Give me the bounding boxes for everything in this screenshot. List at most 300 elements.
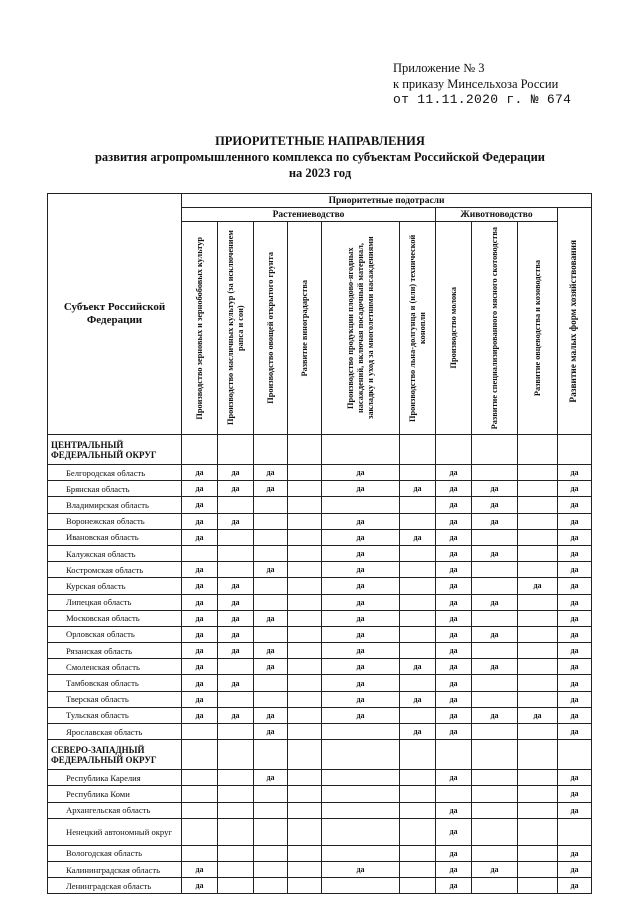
table-row <box>48 818 592 845</box>
priority-cell <box>518 562 558 578</box>
col-header-8 <box>472 222 518 435</box>
priority-cell <box>182 802 218 818</box>
priority-cell: да <box>254 610 288 626</box>
priority-cell <box>218 845 254 861</box>
subject-header: Субъект Российской Федерации <box>63 301 166 326</box>
col-header-10 <box>558 208 592 435</box>
priority-cell <box>472 675 518 691</box>
priority-cell <box>518 465 558 481</box>
col-header-7-text: Производство молока <box>448 287 458 369</box>
table-row <box>48 529 592 545</box>
priority-cell <box>182 545 218 561</box>
table-row <box>48 481 592 497</box>
priority-cell: да <box>558 724 592 740</box>
priority-cell: да <box>218 675 254 691</box>
priority-cell: да <box>472 659 518 675</box>
priority-cell: да <box>558 610 592 626</box>
priority-cell: да <box>322 707 400 723</box>
priority-cell <box>254 845 288 861</box>
priority-cell: да <box>182 707 218 723</box>
priority-cell <box>218 724 254 740</box>
priority-cell <box>518 878 558 894</box>
col-header-4-text: Развитие виноградарства <box>299 279 309 377</box>
priority-cell <box>288 643 322 659</box>
region-name: Ненецкий автономный округ <box>48 818 182 845</box>
priority-cell <box>288 529 322 545</box>
priority-cell: да <box>558 675 592 691</box>
priority-cell <box>518 724 558 740</box>
priority-cell <box>400 626 436 642</box>
priority-cell <box>472 724 518 740</box>
priority-cell: да <box>322 481 400 497</box>
priority-cell <box>518 643 558 659</box>
col-header-7 <box>436 222 472 435</box>
priority-cell: да <box>558 878 592 894</box>
priority-cell: да <box>436 562 472 578</box>
priority-cell: да <box>322 529 400 545</box>
priority-cell <box>288 594 322 610</box>
col-header-8-text: Развитие специализированного мясного скотоводства <box>489 226 499 430</box>
table-row <box>48 861 592 877</box>
priority-cell <box>218 786 254 802</box>
group-crop-header: Растениеводство <box>182 208 436 222</box>
appendix-line-2: к приказу Минсельхоза России <box>393 77 559 91</box>
region-name: Костромская область <box>48 562 182 578</box>
priority-cell: да <box>558 707 592 723</box>
region-name: Воронежская область <box>48 513 182 529</box>
priority-cell <box>518 529 558 545</box>
table-row <box>48 643 592 659</box>
priority-cell <box>400 770 436 786</box>
priority-cell <box>254 740 288 770</box>
priority-cell <box>322 818 400 845</box>
priority-cell: да <box>254 659 288 675</box>
priority-cell: да <box>322 594 400 610</box>
priority-cell: да <box>558 626 592 642</box>
district-row <box>48 435 592 465</box>
priority-cell: да <box>182 529 218 545</box>
priority-cell <box>400 610 436 626</box>
col-header-9-text: Развитие овцеводства и козоводства <box>532 259 542 397</box>
priority-cell: да <box>558 578 592 594</box>
priority-cell: да <box>472 481 518 497</box>
priority-cell <box>400 845 436 861</box>
priority-cell <box>288 861 322 877</box>
priority-cell <box>518 610 558 626</box>
region-name: Калининградская область <box>48 861 182 877</box>
region-name: Тульская область <box>48 707 182 723</box>
priority-cell <box>288 818 322 845</box>
priority-cell: да <box>322 513 400 529</box>
priority-cell: да <box>558 845 592 861</box>
priority-cell <box>182 845 218 861</box>
priority-cell <box>518 545 558 561</box>
priority-cell <box>518 740 558 770</box>
priority-cell: да <box>558 659 592 675</box>
priority-cell: да <box>400 481 436 497</box>
table-row <box>48 497 592 513</box>
priority-cell <box>218 497 254 513</box>
table-row <box>48 724 592 740</box>
priority-cell: да <box>218 610 254 626</box>
priority-cell <box>400 513 436 529</box>
priority-cell: да <box>558 465 592 481</box>
priority-cell <box>288 481 322 497</box>
priority-cell <box>218 691 254 707</box>
title-line-2: развития агропромышленного комплекса по субъектам Российской Федерации <box>94 150 546 164</box>
priority-cell <box>400 878 436 894</box>
priority-cell: да <box>322 659 400 675</box>
priority-cell: да <box>254 707 288 723</box>
priority-cell <box>518 786 558 802</box>
priority-cell <box>218 802 254 818</box>
region-name: Калужская область <box>48 545 182 561</box>
priority-cell <box>472 529 518 545</box>
priority-cell <box>472 562 518 578</box>
col-header-9 <box>518 222 558 435</box>
priority-cell: да <box>558 786 592 802</box>
priority-cell <box>518 845 558 861</box>
priority-cell <box>254 802 288 818</box>
priority-cell <box>218 435 254 465</box>
priority-cell: да <box>400 691 436 707</box>
priority-cell <box>254 675 288 691</box>
priority-cell: да <box>322 465 400 481</box>
priority-cell <box>322 770 400 786</box>
region-name: Брянская область <box>48 481 182 497</box>
district-row <box>48 740 592 770</box>
col-header-5-text: Производство продукции плодово-ягодных насаждений, включая посадочный материал, закладку и уход за многолетними насаждениями <box>345 236 375 420</box>
priority-cell: да <box>558 643 592 659</box>
appendix-line-3: от 11.11.2020 г. № 674 <box>393 92 572 107</box>
priority-cell <box>218 740 254 770</box>
priority-cell <box>558 435 592 465</box>
priority-cell <box>254 594 288 610</box>
col-header-2-text: Производство масличных культур (за исключением рапса и сои) <box>225 230 245 426</box>
priority-cell: да <box>436 545 472 561</box>
priority-cell: да <box>218 643 254 659</box>
col-header-10-text: Развитие малых форм хозяйствования <box>569 239 580 403</box>
region-name: Московская область <box>48 610 182 626</box>
priority-cell <box>400 435 436 465</box>
table-row <box>48 562 592 578</box>
priority-cell: да <box>254 562 288 578</box>
table-row <box>48 802 592 818</box>
priority-cell <box>182 435 218 465</box>
priority-cell <box>436 740 472 770</box>
table-row <box>48 659 592 675</box>
priority-cell: да <box>322 691 400 707</box>
priority-cell: да <box>436 610 472 626</box>
priority-cell: да <box>436 594 472 610</box>
priority-cell <box>400 545 436 561</box>
priority-cell <box>400 707 436 723</box>
priority-cell: да <box>436 675 472 691</box>
priority-cell: да <box>472 513 518 529</box>
priority-cell: да <box>182 497 218 513</box>
priority-cell: да <box>436 861 472 877</box>
priority-cell <box>288 626 322 642</box>
priority-cell <box>288 497 322 513</box>
priority-cell <box>288 707 322 723</box>
priority-cell <box>254 626 288 642</box>
group-livestock-header: Животноводство <box>436 208 558 222</box>
priority-cell <box>400 594 436 610</box>
priority-cell: да <box>558 497 592 513</box>
priority-cell <box>288 878 322 894</box>
priority-cell <box>288 465 322 481</box>
priority-cell <box>518 626 558 642</box>
priority-cell: да <box>472 545 518 561</box>
priority-header: Приоритетные подотрасли <box>182 194 592 208</box>
priority-cell <box>518 861 558 877</box>
appendix-block <box>393 60 571 108</box>
col-header-4 <box>288 222 322 435</box>
priority-cell: да <box>436 529 472 545</box>
priority-cell <box>400 578 436 594</box>
priority-cell: да <box>558 481 592 497</box>
priority-cell <box>322 878 400 894</box>
priority-cell <box>182 740 218 770</box>
table-row <box>48 675 592 691</box>
priority-cell <box>288 610 322 626</box>
priority-cell: да <box>436 878 472 894</box>
priority-cell <box>472 691 518 707</box>
table-row <box>48 545 592 561</box>
priority-cell <box>400 818 436 845</box>
priority-cell: да <box>436 578 472 594</box>
priority-cell <box>254 691 288 707</box>
priority-cell: да <box>472 594 518 610</box>
priority-cell: да <box>182 659 218 675</box>
priority-cell <box>400 643 436 659</box>
priority-cell: да <box>472 707 518 723</box>
region-name: Курская область <box>48 578 182 594</box>
region-name: Орловская область <box>48 626 182 642</box>
priority-cell <box>254 786 288 802</box>
priority-cell: да <box>322 626 400 642</box>
priority-cell: да <box>436 513 472 529</box>
priority-cell: да <box>254 465 288 481</box>
priority-cell: да <box>436 770 472 786</box>
priority-cell <box>472 878 518 894</box>
table-row <box>48 513 592 529</box>
priority-cell: да <box>558 861 592 877</box>
region-name: Ивановская область <box>48 529 182 545</box>
region-name: Белгородская область <box>48 465 182 481</box>
priority-cell: да <box>254 770 288 786</box>
priority-cell <box>288 675 322 691</box>
district-name: СЕВЕРО-ЗАПАДНЫЙ ФЕДЕРАЛЬНЫЙ ОКРУГ <box>48 740 182 770</box>
priority-cell: да <box>254 724 288 740</box>
col-header-2 <box>218 222 254 435</box>
priority-cell <box>182 724 218 740</box>
priority-cell: да <box>322 578 400 594</box>
priority-cell <box>472 802 518 818</box>
priority-cell <box>254 878 288 894</box>
priority-cell <box>322 845 400 861</box>
priority-cell <box>288 724 322 740</box>
priority-cell: да <box>254 481 288 497</box>
priority-cell <box>288 845 322 861</box>
priority-cell: да <box>218 465 254 481</box>
priority-cell <box>400 861 436 877</box>
priority-cell <box>288 562 322 578</box>
priority-cell <box>254 529 288 545</box>
priority-cell <box>288 770 322 786</box>
priority-cell <box>288 691 322 707</box>
priority-cell <box>400 802 436 818</box>
priority-cell: да <box>558 529 592 545</box>
priority-cell <box>322 740 400 770</box>
region-name: Архангельская область <box>48 802 182 818</box>
priority-cell <box>472 643 518 659</box>
priority-cell: да <box>182 513 218 529</box>
region-name: Смоленская область <box>48 659 182 675</box>
document-title <box>0 133 640 181</box>
priority-cell <box>254 818 288 845</box>
col-header-3-text: Производство овощей открытого грунта <box>265 252 275 404</box>
table-row <box>48 707 592 723</box>
priority-cell: да <box>558 802 592 818</box>
priority-cell <box>518 691 558 707</box>
region-name: Республика Карелия <box>48 770 182 786</box>
priority-cell <box>518 481 558 497</box>
priority-cell <box>254 578 288 594</box>
col-header-3 <box>254 222 288 435</box>
region-name: Липецкая область <box>48 594 182 610</box>
region-name: Рязанская область <box>48 643 182 659</box>
priority-cell <box>518 594 558 610</box>
priority-cell <box>218 659 254 675</box>
priority-cell <box>218 818 254 845</box>
title-line-3: на 2023 год <box>288 166 352 180</box>
priority-cell <box>218 770 254 786</box>
priority-cell: да <box>182 626 218 642</box>
priority-cell: да <box>182 481 218 497</box>
col-header-1-text: Производство зерновых и зернобобовых культур <box>194 236 204 420</box>
priority-cell <box>472 578 518 594</box>
priority-cell: да <box>558 513 592 529</box>
region-name: Вологодская область <box>48 845 182 861</box>
table-row <box>48 626 592 642</box>
region-name: Владимирская область <box>48 497 182 513</box>
priority-cell: да <box>400 724 436 740</box>
region-name: Ярославская область <box>48 724 182 740</box>
priority-cell: да <box>218 578 254 594</box>
region-name: Ленинградская область <box>48 878 182 894</box>
priority-cell: да <box>218 626 254 642</box>
priority-cell: да <box>558 562 592 578</box>
priority-cell: да <box>472 861 518 877</box>
priority-cell <box>182 786 218 802</box>
col-header-6-text: Производство льна-долгунца и (или) технической конопли <box>407 234 427 422</box>
priority-cell: да <box>558 691 592 707</box>
priority-cell <box>254 435 288 465</box>
priority-cell <box>254 497 288 513</box>
region-name: Тамбовская область <box>48 675 182 691</box>
table-body <box>48 435 592 894</box>
priority-cell: да <box>182 562 218 578</box>
priority-cell: да <box>182 465 218 481</box>
priority-cell <box>288 545 322 561</box>
priority-cell: да <box>436 497 472 513</box>
priority-cell: да <box>436 818 472 845</box>
table-row <box>48 786 592 802</box>
subject-header-cell <box>48 194 182 435</box>
priority-cell: да <box>182 643 218 659</box>
priority-cell <box>322 786 400 802</box>
col-header-6 <box>400 222 436 435</box>
priority-cell <box>288 435 322 465</box>
priority-cell <box>518 513 558 529</box>
priority-cell <box>400 465 436 481</box>
priority-cell <box>400 497 436 513</box>
priority-cell: да <box>558 545 592 561</box>
priority-cell: да <box>218 707 254 723</box>
priority-cell: да <box>436 626 472 642</box>
priority-cell <box>558 818 592 845</box>
priority-cell: да <box>436 691 472 707</box>
priority-cell: да <box>436 802 472 818</box>
appendix-line-1: Приложение № 3 <box>393 61 485 75</box>
priority-cell <box>518 659 558 675</box>
priority-cell <box>218 562 254 578</box>
table-row <box>48 878 592 894</box>
priority-cell <box>436 786 472 802</box>
table-row <box>48 578 592 594</box>
priority-cell: да <box>322 861 400 877</box>
priority-cell: да <box>436 481 472 497</box>
priority-cell: да <box>218 513 254 529</box>
table-row <box>48 610 592 626</box>
priority-cell: да <box>436 643 472 659</box>
priority-cell <box>288 578 322 594</box>
priority-cell: да <box>400 529 436 545</box>
priority-cell: да <box>436 845 472 861</box>
title-line-1: ПРИОРИТЕТНЫЕ НАПРАВЛЕНИЯ <box>215 134 425 148</box>
priority-cell <box>322 802 400 818</box>
priority-cell: да <box>558 594 592 610</box>
col-header-1 <box>182 222 218 435</box>
priority-cell: да <box>182 578 218 594</box>
priority-cell <box>288 513 322 529</box>
priority-cell <box>288 740 322 770</box>
priority-cell <box>322 724 400 740</box>
priority-cell: да <box>322 610 400 626</box>
priority-cell: да <box>436 659 472 675</box>
priority-cell <box>254 861 288 877</box>
priority-cell: да <box>182 675 218 691</box>
priority-cell <box>288 802 322 818</box>
priority-cell <box>436 435 472 465</box>
priority-cell: да <box>182 878 218 894</box>
priority-cell: да <box>472 497 518 513</box>
priority-cell: да <box>218 594 254 610</box>
table-row <box>48 845 592 861</box>
priority-cell <box>254 513 288 529</box>
priority-table <box>47 193 592 894</box>
priority-cell: да <box>472 626 518 642</box>
priority-cell: да <box>182 691 218 707</box>
priority-cell <box>218 861 254 877</box>
priority-cell: да <box>322 643 400 659</box>
priority-cell: да <box>436 724 472 740</box>
table-row <box>48 691 592 707</box>
priority-cell <box>472 610 518 626</box>
priority-cell <box>472 818 518 845</box>
priority-cell: да <box>322 562 400 578</box>
